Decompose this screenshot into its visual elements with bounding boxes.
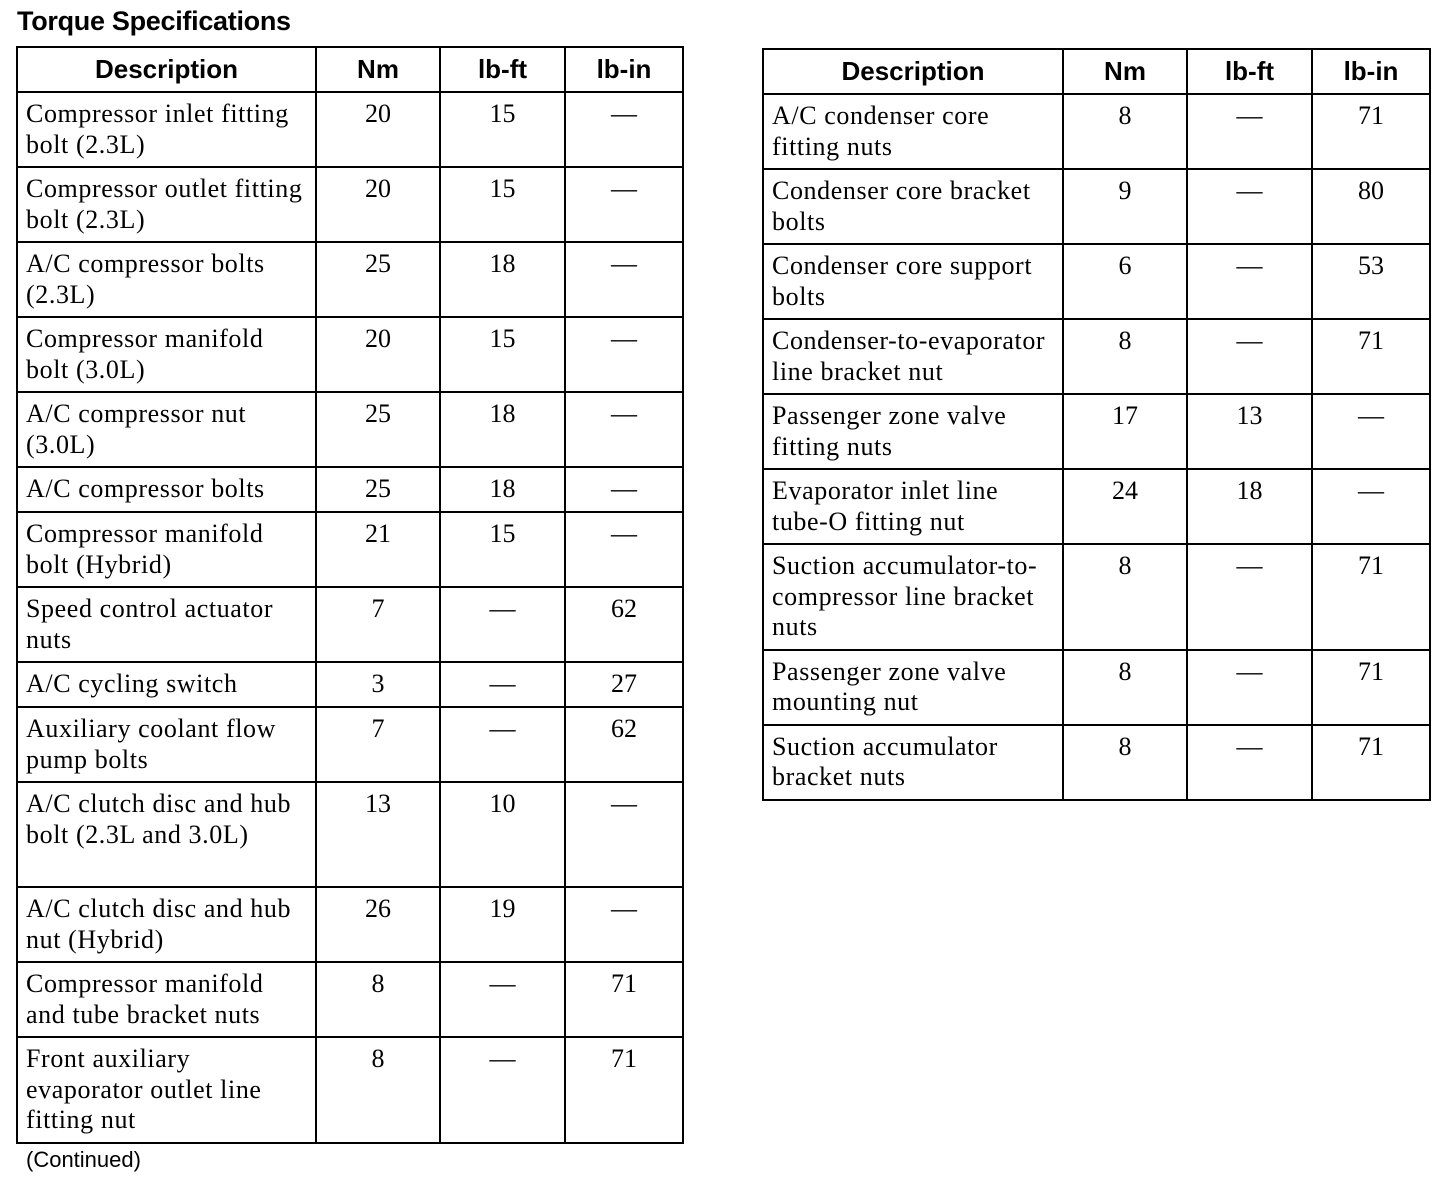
continued-note: (Continued) xyxy=(26,1147,141,1172)
cell-lb-ft: 19 xyxy=(440,887,565,962)
table-row xyxy=(17,317,683,392)
cell-lb-in: — xyxy=(565,392,683,467)
cell-description: Compressor manifold bolt (Hybrid) xyxy=(17,512,316,587)
cell-nm: 3 xyxy=(316,662,440,707)
table-row xyxy=(17,707,683,782)
column-header-nm: Nm xyxy=(1063,49,1187,94)
cell-description: Auxiliary coolant flow pump bolts xyxy=(17,707,316,782)
cell-lb-ft: — xyxy=(1187,94,1312,169)
cell-nm: 8 xyxy=(1063,725,1187,800)
table-row xyxy=(17,887,683,962)
cell-lb-in: 71 xyxy=(1312,650,1430,725)
cell-lb-ft: — xyxy=(1187,319,1312,394)
column-header-lb-in: lb-in xyxy=(1312,49,1430,94)
cell-description: Passenger zone valve fitting nuts xyxy=(763,394,1063,469)
column-header-description: Description xyxy=(763,49,1063,94)
torque-table-right xyxy=(762,48,1431,801)
cell-description: A/C clutch disc and hub nut (Hybrid) xyxy=(17,887,316,962)
cell-lb-ft: — xyxy=(440,962,565,1037)
cell-description: A/C cycling switch xyxy=(17,662,316,707)
cell-description: Front auxiliary evaporator outlet line fitting nut xyxy=(17,1037,316,1143)
cell-lb-in: 71 xyxy=(1312,319,1430,394)
cell-nm: 8 xyxy=(1063,650,1187,725)
column-header-lb-in: lb-in xyxy=(565,47,683,92)
cell-description: Condenser core bracket bolts xyxy=(763,169,1063,244)
table-row xyxy=(763,650,1430,725)
table-row xyxy=(763,319,1430,394)
cell-description: Compressor inlet fitting bolt (2.3L) xyxy=(17,92,316,167)
table-row xyxy=(17,392,683,467)
table-row xyxy=(763,725,1430,800)
cell-nm: 8 xyxy=(1063,319,1187,394)
cell-lb-in: — xyxy=(1312,394,1430,469)
cell-description: Suction accumulator bracket nuts xyxy=(763,725,1063,800)
cell-lb-in: — xyxy=(565,92,683,167)
cell-lb-in: — xyxy=(565,467,683,512)
cell-description: A/C compressor nut (3.0L) xyxy=(17,392,316,467)
cell-description: Compressor manifold bolt (3.0L) xyxy=(17,317,316,392)
cell-description: A/C compressor bolts (2.3L) xyxy=(17,242,316,317)
cell-lb-in: — xyxy=(565,242,683,317)
table-row xyxy=(763,469,1430,544)
cell-nm: 8 xyxy=(1063,544,1187,650)
cell-description: Evaporator inlet line tube-O fitting nut xyxy=(763,469,1063,544)
torque-table-left xyxy=(16,46,684,1144)
cell-description: Speed control actuator nuts xyxy=(17,587,316,662)
cell-nm: 7 xyxy=(316,587,440,662)
cell-lb-ft: 18 xyxy=(1187,469,1312,544)
cell-lb-ft: 10 xyxy=(440,782,565,887)
cell-nm: 26 xyxy=(316,887,440,962)
cell-lb-ft: — xyxy=(1187,244,1312,319)
cell-description: A/C clutch disc and hub bolt (2.3L and 3.0L) xyxy=(17,782,316,887)
cell-lb-ft: — xyxy=(440,707,565,782)
table-row xyxy=(17,962,683,1037)
cell-lb-in: 71 xyxy=(1312,94,1430,169)
cell-lb-ft: — xyxy=(440,587,565,662)
cell-description: Passenger zone valve mounting nut xyxy=(763,650,1063,725)
cell-lb-ft: 15 xyxy=(440,92,565,167)
cell-lb-in: 53 xyxy=(1312,244,1430,319)
column-header-nm: Nm xyxy=(316,47,440,92)
cell-nm: 25 xyxy=(316,392,440,467)
cell-nm: 8 xyxy=(1063,94,1187,169)
cell-description: Suction accumulator-to-compressor line bracket nuts xyxy=(763,544,1063,650)
cell-description: Compressor outlet fitting bolt (2.3L) xyxy=(17,167,316,242)
cell-lb-ft: 18 xyxy=(440,242,565,317)
cell-nm: 8 xyxy=(316,962,440,1037)
cell-lb-ft: — xyxy=(1187,169,1312,244)
cell-lb-in: 27 xyxy=(565,662,683,707)
cell-nm: 8 xyxy=(316,1037,440,1143)
cell-lb-ft: — xyxy=(1187,544,1312,650)
table-row xyxy=(763,94,1430,169)
header-row xyxy=(17,47,683,92)
table-row xyxy=(17,92,683,167)
table-row xyxy=(17,167,683,242)
cell-lb-in: — xyxy=(565,317,683,392)
table-row xyxy=(17,242,683,317)
cell-nm: 24 xyxy=(1063,469,1187,544)
cell-nm: 20 xyxy=(316,92,440,167)
table-row xyxy=(763,244,1430,319)
table-row xyxy=(763,394,1430,469)
cell-lb-in: — xyxy=(565,512,683,587)
cell-nm: 20 xyxy=(316,167,440,242)
table-row xyxy=(763,169,1430,244)
cell-lb-in: — xyxy=(565,887,683,962)
cell-description: A/C condenser core fitting nuts xyxy=(763,94,1063,169)
column-header-description: Description xyxy=(17,47,316,92)
cell-nm: 17 xyxy=(1063,394,1187,469)
cell-description: A/C compressor bolts xyxy=(17,467,316,512)
cell-nm: 6 xyxy=(1063,244,1187,319)
cell-lb-ft: 15 xyxy=(440,512,565,587)
table-row xyxy=(17,587,683,662)
cell-lb-ft: 18 xyxy=(440,392,565,467)
cell-lb-in: — xyxy=(565,167,683,242)
header-row xyxy=(763,49,1430,94)
cell-lb-in: 80 xyxy=(1312,169,1430,244)
cell-lb-in: — xyxy=(565,782,683,887)
cell-lb-in: — xyxy=(1312,469,1430,544)
column-header-lb-ft: lb-ft xyxy=(1187,49,1312,94)
cell-lb-ft: — xyxy=(1187,725,1312,800)
cell-nm: 9 xyxy=(1063,169,1187,244)
cell-nm: 25 xyxy=(316,242,440,317)
cell-nm: 25 xyxy=(316,467,440,512)
cell-lb-ft: 18 xyxy=(440,467,565,512)
cell-lb-ft: 15 xyxy=(440,167,565,242)
cell-description: Condenser-to-evaporator line bracket nut xyxy=(763,319,1063,394)
cell-lb-in: 71 xyxy=(1312,725,1430,800)
cell-lb-ft: — xyxy=(440,1037,565,1143)
cell-nm: 21 xyxy=(316,512,440,587)
cell-lb-in: 62 xyxy=(565,587,683,662)
cell-lb-in: 71 xyxy=(565,962,683,1037)
cell-lb-in: 62 xyxy=(565,707,683,782)
cell-lb-ft: 13 xyxy=(1187,394,1312,469)
column-header-lb-ft: lb-ft xyxy=(440,47,565,92)
page-title: Torque Specifications xyxy=(17,6,291,36)
cell-nm: 20 xyxy=(316,317,440,392)
table-row xyxy=(763,544,1430,650)
table-row xyxy=(17,662,683,707)
cell-lb-in: 71 xyxy=(565,1037,683,1143)
cell-nm: 13 xyxy=(316,782,440,887)
cell-lb-ft: — xyxy=(440,662,565,707)
cell-lb-in: 71 xyxy=(1312,544,1430,650)
cell-nm: 7 xyxy=(316,707,440,782)
cell-lb-ft: — xyxy=(1187,650,1312,725)
table-row xyxy=(17,1037,683,1143)
table-row xyxy=(17,512,683,587)
cell-lb-ft: 15 xyxy=(440,317,565,392)
cell-description: Condenser core support bolts xyxy=(763,244,1063,319)
table-row xyxy=(17,467,683,512)
table-row xyxy=(17,782,683,887)
cell-description: Compressor manifold and tube bracket nuts xyxy=(17,962,316,1037)
